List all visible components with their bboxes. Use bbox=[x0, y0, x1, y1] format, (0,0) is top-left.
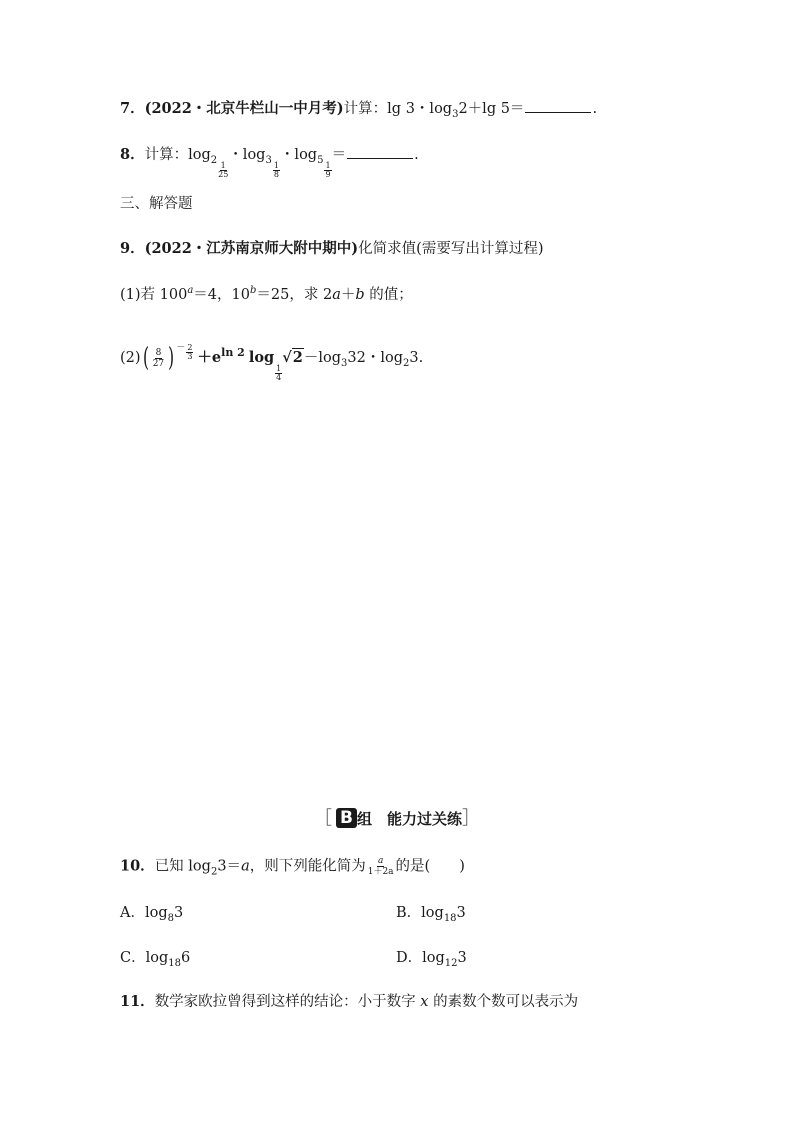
question-text-2: 3＝ bbox=[217, 858, 242, 875]
question-text-2: ・log bbox=[228, 147, 266, 163]
bracket-open: ［ bbox=[314, 808, 332, 829]
question-number: 7． bbox=[120, 100, 145, 117]
log-base: 8 bbox=[167, 912, 174, 924]
left-paren: ( bbox=[142, 343, 149, 373]
part-text: (1)若 100 bbox=[120, 287, 188, 303]
log-base-fraction: $\frac{1}{8}$ bbox=[273, 161, 279, 179]
log-base: 18 bbox=[443, 912, 457, 924]
question-text: 计算：lg 3・log bbox=[343, 101, 453, 117]
answer-blank[interactable] bbox=[347, 144, 413, 159]
question-text-2: 2＋lg 5＝ bbox=[458, 101, 525, 117]
section-heading: 三、解答题 bbox=[120, 196, 193, 212]
bracket-close: ］ bbox=[461, 808, 480, 829]
part-text-2: ＝4，10 bbox=[193, 287, 250, 303]
period: . bbox=[592, 101, 598, 117]
question-text-4: 的是( ) bbox=[395, 858, 465, 875]
question-text-2: 的素数个数可以表示为 bbox=[428, 994, 579, 1010]
question-number: 11． bbox=[120, 993, 155, 1010]
question-source: (2022・北京牛栏山一中月考) bbox=[144, 100, 344, 117]
group-title: 组 能力过关练 bbox=[356, 810, 462, 828]
option-label: C．log bbox=[120, 950, 169, 966]
question-9-part-1 bbox=[120, 285, 413, 305]
sqrt: √2 bbox=[282, 349, 303, 366]
option-label: B．log bbox=[396, 905, 444, 921]
plus-sign: ＋ bbox=[340, 287, 356, 303]
part-text-3: 3. bbox=[409, 350, 424, 366]
log-text: log bbox=[248, 349, 275, 366]
log-base: 3 bbox=[265, 154, 272, 166]
option-value: 6 bbox=[180, 950, 191, 966]
question-text-3: ，则下列能化简为 bbox=[249, 858, 366, 875]
part-text-3: ＝25，求 2 bbox=[256, 287, 333, 303]
option-value: 3 bbox=[174, 905, 184, 921]
option-b[interactable] bbox=[396, 903, 466, 923]
question-text: 数学家欧拉曾得到这样的结论：小于数字 bbox=[154, 994, 421, 1010]
question-text: 计算：log bbox=[144, 147, 211, 163]
group-b-heading bbox=[0, 804, 794, 830]
log-base-fraction: $\frac{1}{4}$ bbox=[276, 364, 282, 382]
e-exponent: ln 2 bbox=[221, 346, 245, 360]
option-d[interactable] bbox=[396, 948, 467, 968]
question-11 bbox=[120, 992, 578, 1012]
part-label: (2) bbox=[120, 350, 141, 366]
fraction: $\frac{a}{1+2a}$ bbox=[367, 856, 394, 877]
option-value: 3 bbox=[456, 905, 466, 921]
log-base: 3 bbox=[341, 357, 348, 369]
right-paren: ) bbox=[168, 343, 175, 373]
variable: a bbox=[332, 287, 341, 303]
log-base-fraction: $\frac{1}{25}$ bbox=[218, 161, 229, 179]
equals-sign: ＝ bbox=[331, 147, 347, 163]
question-9 bbox=[120, 239, 544, 259]
exponent: b bbox=[249, 285, 257, 297]
variable: b bbox=[355, 287, 365, 303]
variable: a bbox=[241, 858, 250, 875]
question-9-part-2 bbox=[120, 338, 423, 382]
log-base: 2 bbox=[210, 154, 218, 166]
log-base: 2 bbox=[210, 866, 218, 878]
part-text: －log bbox=[303, 350, 342, 366]
option-label: D．log bbox=[396, 950, 445, 966]
question-7 bbox=[120, 98, 597, 119]
answer-blank[interactable] bbox=[525, 98, 591, 113]
option-a[interactable] bbox=[120, 903, 183, 923]
fraction: $\frac{8}{27}$ bbox=[152, 347, 165, 369]
question-number: 10． bbox=[120, 857, 155, 875]
exponent: － 2 3 bbox=[176, 343, 193, 361]
question-source: (2022・江苏南京师大附中期中) bbox=[144, 240, 359, 257]
e-term: ＋e bbox=[197, 349, 222, 366]
log-base: 5 bbox=[317, 154, 324, 166]
log-base: 3 bbox=[452, 108, 459, 120]
question-text-3: ・log bbox=[279, 147, 318, 163]
question-text: 化简求值(需要写出计算过程) bbox=[358, 241, 544, 257]
question-10 bbox=[120, 856, 465, 877]
question-number: 8． bbox=[120, 146, 145, 163]
log-base: 2 bbox=[403, 357, 410, 369]
option-value: 3 bbox=[457, 950, 467, 966]
option-c[interactable] bbox=[120, 948, 190, 968]
question-8 bbox=[120, 144, 419, 179]
question-number: 9． bbox=[120, 240, 145, 257]
period: . bbox=[414, 147, 419, 163]
log-base: 18 bbox=[168, 957, 181, 969]
part-text-4: 的值； bbox=[364, 287, 413, 303]
part-text-2: 32・log bbox=[347, 350, 404, 366]
exponent: a bbox=[187, 285, 194, 297]
log-base: 12 bbox=[444, 957, 458, 969]
group-badge: B bbox=[336, 808, 357, 828]
option-label: A．log bbox=[120, 905, 168, 921]
variable: x bbox=[420, 994, 429, 1010]
log-base-fraction: $\frac{1}{9}$ bbox=[325, 161, 331, 179]
question-text: 已知 log bbox=[154, 858, 211, 875]
